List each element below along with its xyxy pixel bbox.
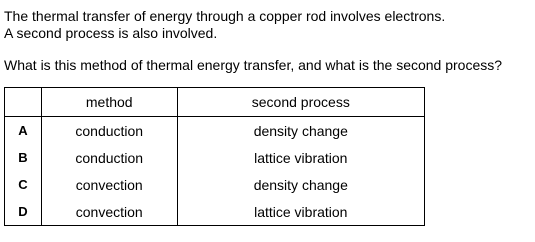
header-second-process: second process <box>177 88 424 117</box>
option-row-c[interactable] <box>5 171 425 198</box>
header-letter-cell <box>5 88 42 117</box>
option-method: convection <box>41 198 177 226</box>
question-prompt: What is this method of thermal energy transfer, and what is the second process? <box>4 57 503 73</box>
table-header-row <box>5 88 425 117</box>
option-method: conduction <box>41 144 177 171</box>
option-letter: B <box>5 144 42 171</box>
option-letter: C <box>5 171 42 198</box>
answer-options-table <box>4 87 425 226</box>
option-method: convection <box>41 171 177 198</box>
option-row-b[interactable] <box>5 144 425 171</box>
option-second-process: lattice vibration <box>254 149 348 166</box>
option-second-process: density change <box>253 122 348 139</box>
question-line-1: The thermal transfer of energy through a copper rod involves electrons. <box>4 8 446 24</box>
header-method: method <box>41 88 177 117</box>
option-method: conduction <box>41 117 177 145</box>
option-row-a[interactable] <box>5 117 425 145</box>
option-second-process: density change <box>253 176 348 193</box>
option-second-process: lattice vibration <box>254 203 348 220</box>
option-letter: A <box>5 117 42 145</box>
option-row-d[interactable] <box>5 198 425 226</box>
option-letter: D <box>5 198 42 226</box>
question-line-2: A second process is also involved. <box>4 25 218 41</box>
